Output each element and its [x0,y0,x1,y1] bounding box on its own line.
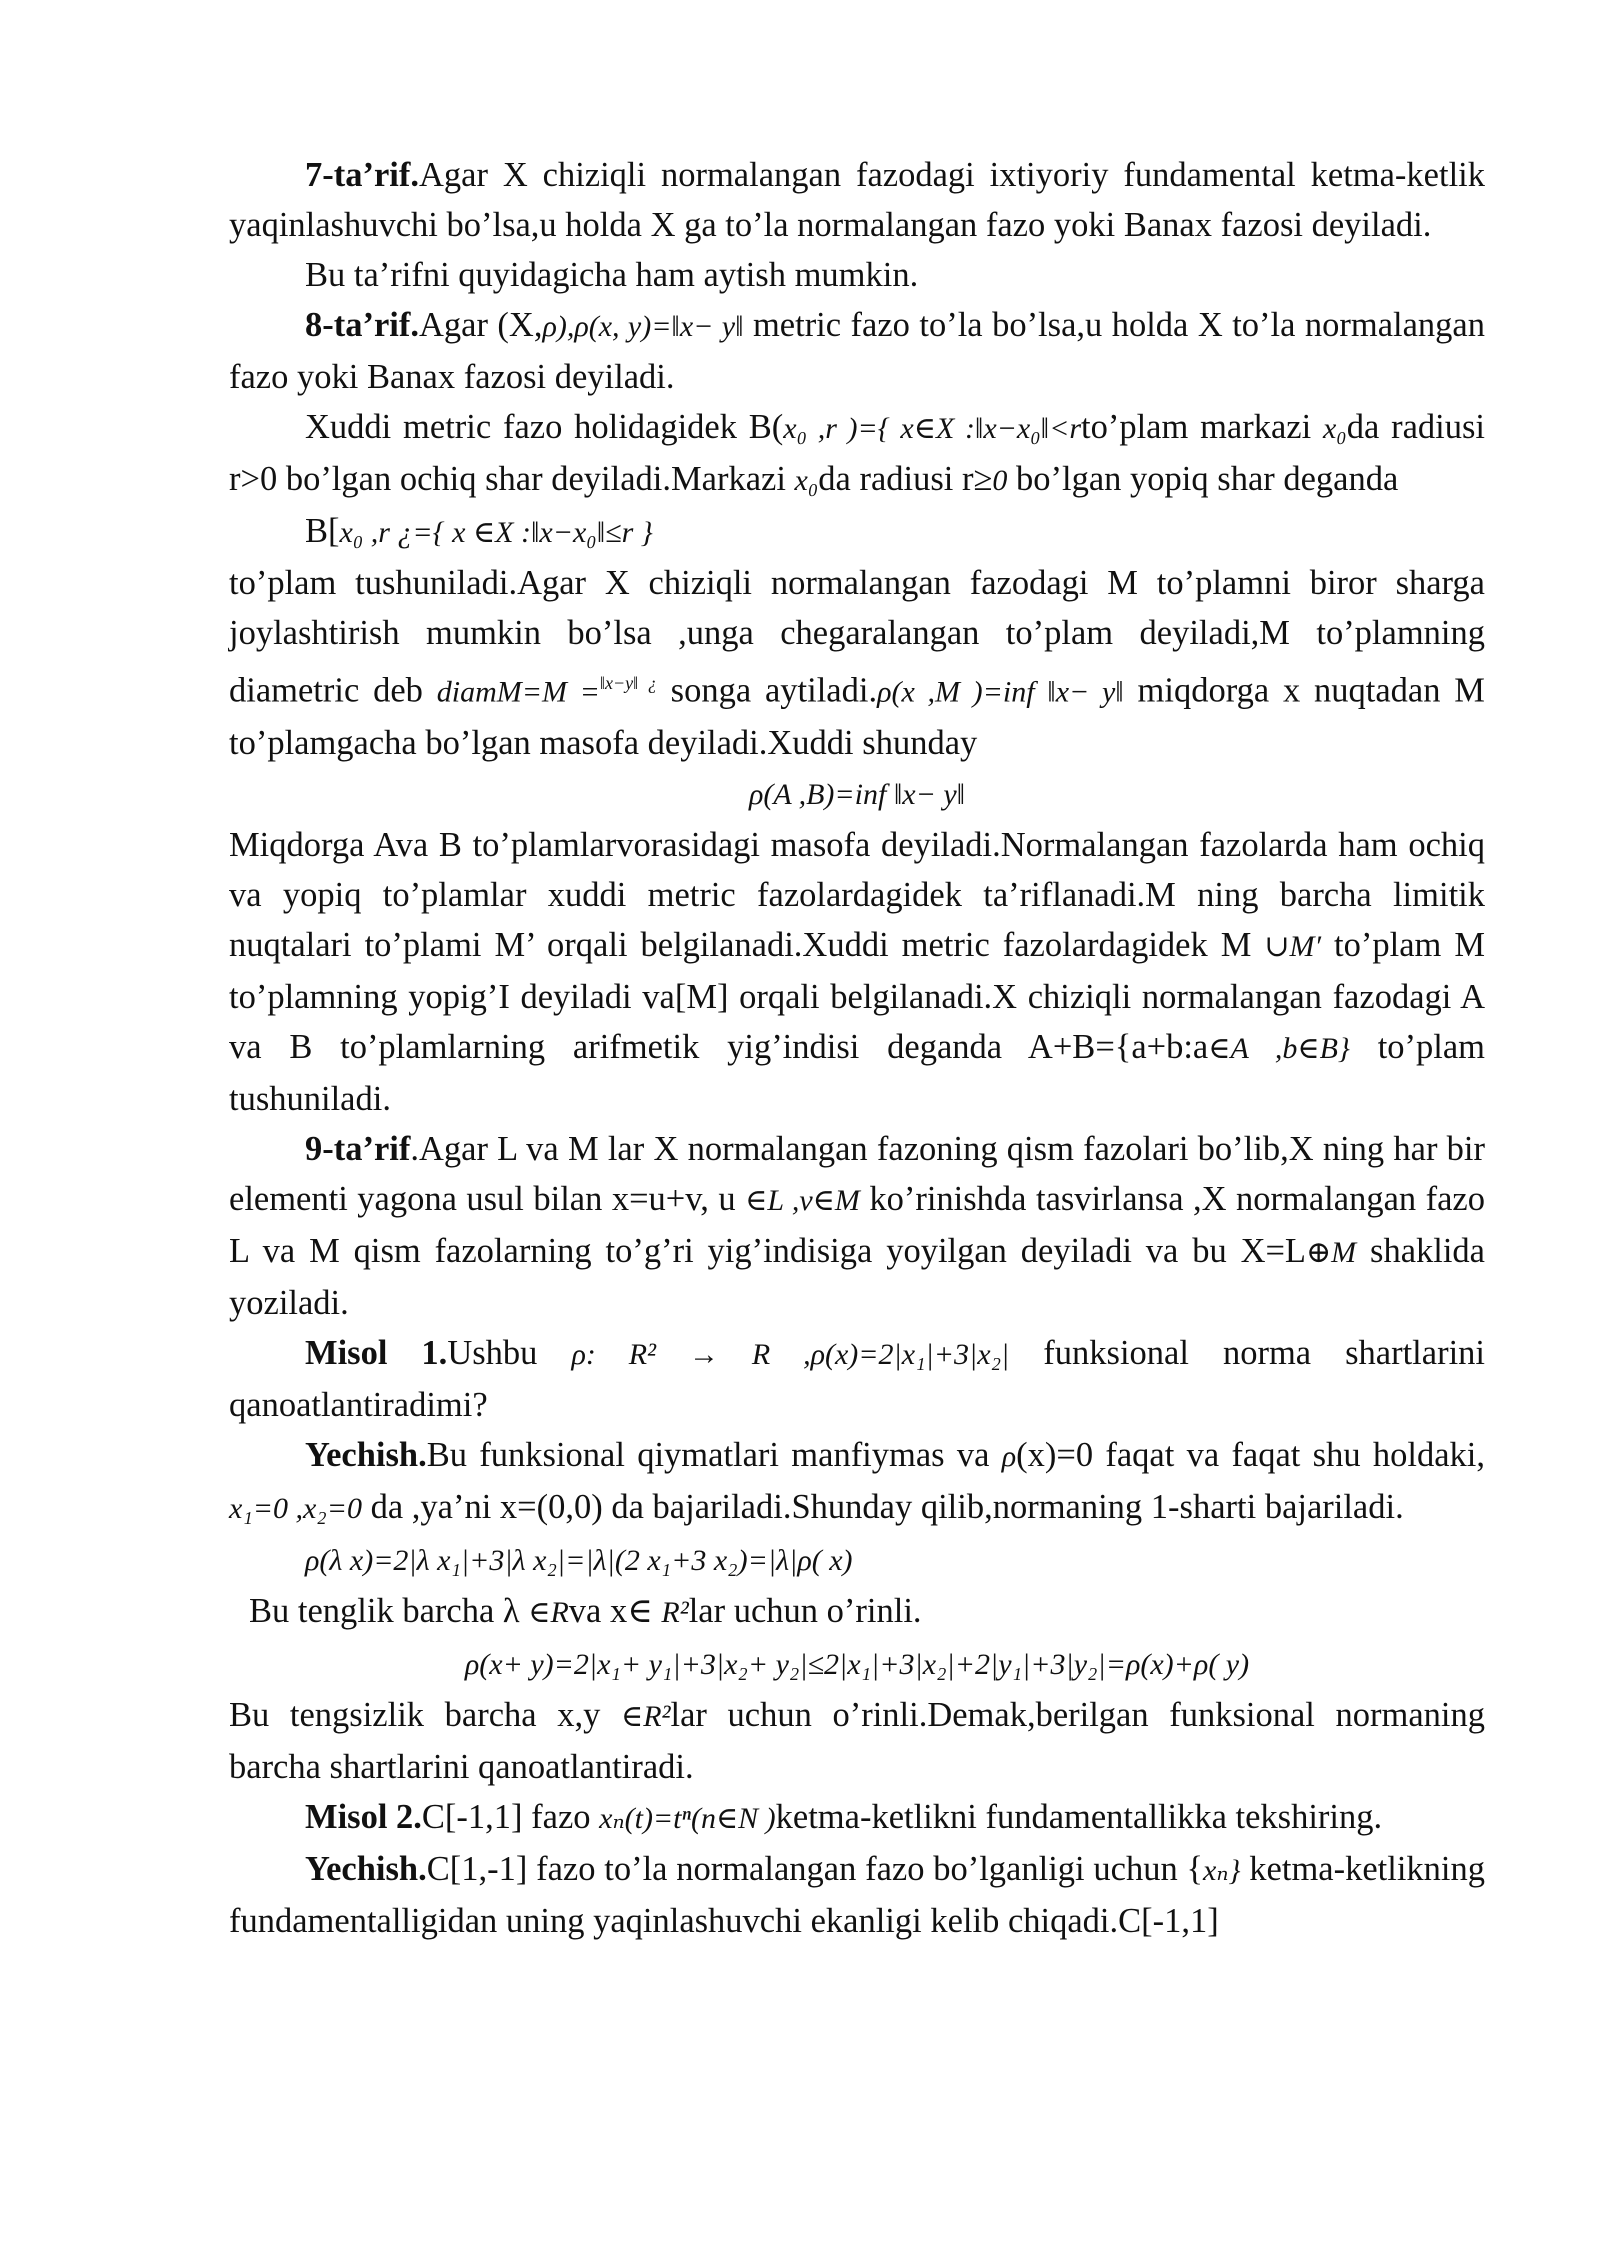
bounded-set-text-c: miqdorga x nuqtadan M to’plamgacha bo’lgan masofa deyiladi.Xuddi shunday [229,671,1485,762]
solution-2-text-b: ketma-ketlikning fundamentalligidan uning yaqinlashuvchi ekanligi kelib chiqadi.C[-1,1] [229,1849,1485,1940]
open-ball-formula: x₀ ,r )={ x∈X :‖x−x₀‖<r [783,412,1081,445]
definition-7 [229,150,1485,250]
open-closed-sets-paragraph [229,820,1485,1124]
diameter-superscript: ‖x−y‖ ¿ [599,673,657,693]
solution-2 [229,1844,1485,1946]
rho-symbol: ρ [1001,1439,1017,1473]
homogeneity-text-c: lar uchun o’rinli. [688,1591,922,1630]
sequence-formula: xₙ(t)=tⁿ(n∈N ) [599,1801,776,1835]
example-2-text-a: C[-1,1] fazo [421,1797,600,1836]
alternative-statement-text: Bu ta’rifni quyidagicha ham aytish mumkin. [305,256,919,294]
example-1 [229,1328,1485,1430]
bounded-set-paragraph [229,558,1485,768]
direct-sum-formula: ⊕M [1306,1235,1357,1269]
solution-2-heading: Yechish. [305,1849,427,1888]
solution-1-text-b: (x)=0 faqat va faqat shu holdaki, [1016,1435,1486,1474]
set-distance-formula-line [229,768,1485,820]
diameter-formula: diamM=M = [436,675,600,709]
zero-symbol: 0 [992,464,1008,497]
solution-1-heading: Yechish. [305,1435,427,1474]
bounded-set-text-b: songa aytiladi. [656,671,878,710]
open-ball-text-e: bo’lgan yopiq shar deganda [1007,460,1399,498]
bounded-set-text-a: to’plam tushuniladi.Agar X chiziqli normalangan fazodagi M to’plamni biror sharga joylashtirish mumkin bo’lsa ,unga chegaralangan to’plam deyiladi,M to’plamning diametric deb [229,564,1485,710]
example-1-formula: ρ: R² → R ,ρ(x)=2|x₁|+3|x₂| [571,1337,1010,1371]
definition-7-text: Agar X chiziqli normalangan fazodagi ixtiyoriy fundamental ketma-ketlik yaqinlashuvchi bo’lsa,u holda X ga to’la normalangan fazo yoki Banax fazosi deyiladi. [229,156,1485,244]
definition-9-formula: ∈L ,v∈M [745,1183,860,1217]
example-2 [229,1792,1485,1844]
open-ball-text-a: Xuddi metric fazo holidagidek B( [305,408,784,446]
set-distance-formula: ρ(A ,B)=inf ‖x− y‖ [748,777,966,811]
closed-ball-prefix: B[ [305,512,340,550]
example-1-heading: Misol 1. [305,1333,448,1372]
definition-9-text-c: shaklida yoziladi. [229,1231,1485,1322]
homogeneity-formula-line [229,1534,1485,1586]
inequality-text-b: lar uchun o’rinli.Demak,berilgan funksional normaning barcha shartlarini qanoatlantiradi. [229,1695,1485,1786]
example-2-text-b: ketma-ketlikni fundamentallikka tekshiring. [775,1797,1383,1836]
homogeneity-formula: ρ(λ x)=2|λ x₁|+3|λ x₂|=|λ|(2 x₁+3 x₂)=|λ|ρ( x) [305,1543,853,1577]
open-ball-text-c: da radiusi r>0 bo’lgan ochiq shar deyiladi.Markazi [229,408,1485,498]
r2-symbol: R² [661,1595,689,1629]
page-text [229,150,1485,1946]
sequence-symbol: xₙ} [1203,1853,1241,1887]
solution-1 [229,1430,1485,1534]
definition-8-formula: ρ),ρ(x, y)=‖x− y‖ [542,310,744,343]
center-symbol-2: x₀ [794,464,819,497]
open-closed-text-a: Miqdorga Ava B to’plamlarvorasidagi masofa deyiladi.Normalangan fazolarda ham ochiq va yopiq to’plamlar xuddi metric fazolardagidek ta’riflanadi.M ning barcha limitik nuqtalari to’plami M’ orqali belgilanadi.Xuddi metric fazolardagidek M [229,825,1485,964]
definition-8-text-b: metric fazo to’la bo’lsa,u holda X to’la normalangan fazo yoki Banax fazosi deyiladi. [229,306,1485,396]
definition-8-heading: 8-ta’rif. [305,306,419,344]
example-2-heading: Misol 2. [305,1797,422,1836]
closed-ball-formula-line [229,506,1485,558]
definition-9-heading: 9-ta’rif [305,1129,411,1168]
xy-domain: ∈R² [620,1699,671,1733]
definition-8 [229,300,1485,402]
triangle-inequality-formula-line [229,1638,1485,1690]
example-1-text-b: funksional norma shartlarini qanoatlantiradimi? [229,1333,1485,1424]
open-closed-text-c: to’plam tushuniladi. [229,1027,1485,1118]
zero-condition-formula: x₁=0 ,x₂=0 [229,1491,362,1525]
definition-9-text-a: .Agar L va M lar X normalangan fazoning qism fazolari bo’lib,X ning har bir elementi yagona usul bilan x=u+v, u [229,1129,1485,1218]
inequality-statement [229,1690,1485,1792]
closed-ball-formula: x₀ ,r ¿={ x ∈X :‖x−x₀‖≤r } [339,516,653,549]
definition-7-heading: 7-ta’rif. [305,156,419,194]
homogeneity-text-b: va x∈ [568,1591,662,1630]
distance-formula: ρ(x ,M )=inf ‖x− y‖ [877,675,1124,709]
definition-9 [229,1124,1485,1328]
center-symbol: x₀ [1322,412,1347,445]
closure-formula: ∪M′ [1264,929,1322,963]
homogeneity-statement [229,1586,1485,1638]
open-closed-text-b: to’plam M to’plamning yopig’I deyiladi va[M] orqali belgilanadi.X chiziqli normalangan fazodagi A va B to’plamlarning arifmetik yig’indisi deganda A+B={a+b:a [229,925,1486,1066]
open-ball-paragraph [229,402,1485,506]
solution-1-text-c: da ,ya’ni x=(0,0) da bajariladi.Shunday qilib,normaning 1-sharti bajariladi. [361,1487,1404,1526]
inequality-text-a: Bu tengsizlik barcha x,y [229,1695,621,1734]
example-1-text-a: Ushbu [447,1333,572,1372]
sum-set-formula: ∈A ,b∈B} [1208,1031,1350,1065]
solution-2-text-a: C[1,-1] fazo to’la normalangan fazo bo’lganligi uchun { [426,1849,1204,1888]
open-ball-text-b: to’plam markazi [1081,408,1323,446]
homogeneity-text-a: Bu tenglik barcha λ [249,1591,529,1630]
definition-9-text-b: ko’rinishda tasvirlansa ,X normalangan fazo L va M qism fazolarning to’g’ri yig’indisiga yoyilgan deyiladi va bu X=L [229,1179,1485,1270]
definition-8-text-a: Agar (X, [418,306,543,344]
triangle-inequality-formula: ρ(x+ y)=2|x₁+ y₁|+3|x₂+ y₂|≤2|x₁|+3|x₂|+2|y₁|+3|y₂|=ρ(x)+ρ( y) [464,1647,1250,1681]
lambda-domain: ∈R [528,1595,569,1629]
alternative-statement [229,250,1485,300]
open-ball-text-d: da radiusi r≥ [818,460,993,498]
solution-1-text-a: Bu funksional qiymatlari manfiymas va [426,1435,1002,1474]
